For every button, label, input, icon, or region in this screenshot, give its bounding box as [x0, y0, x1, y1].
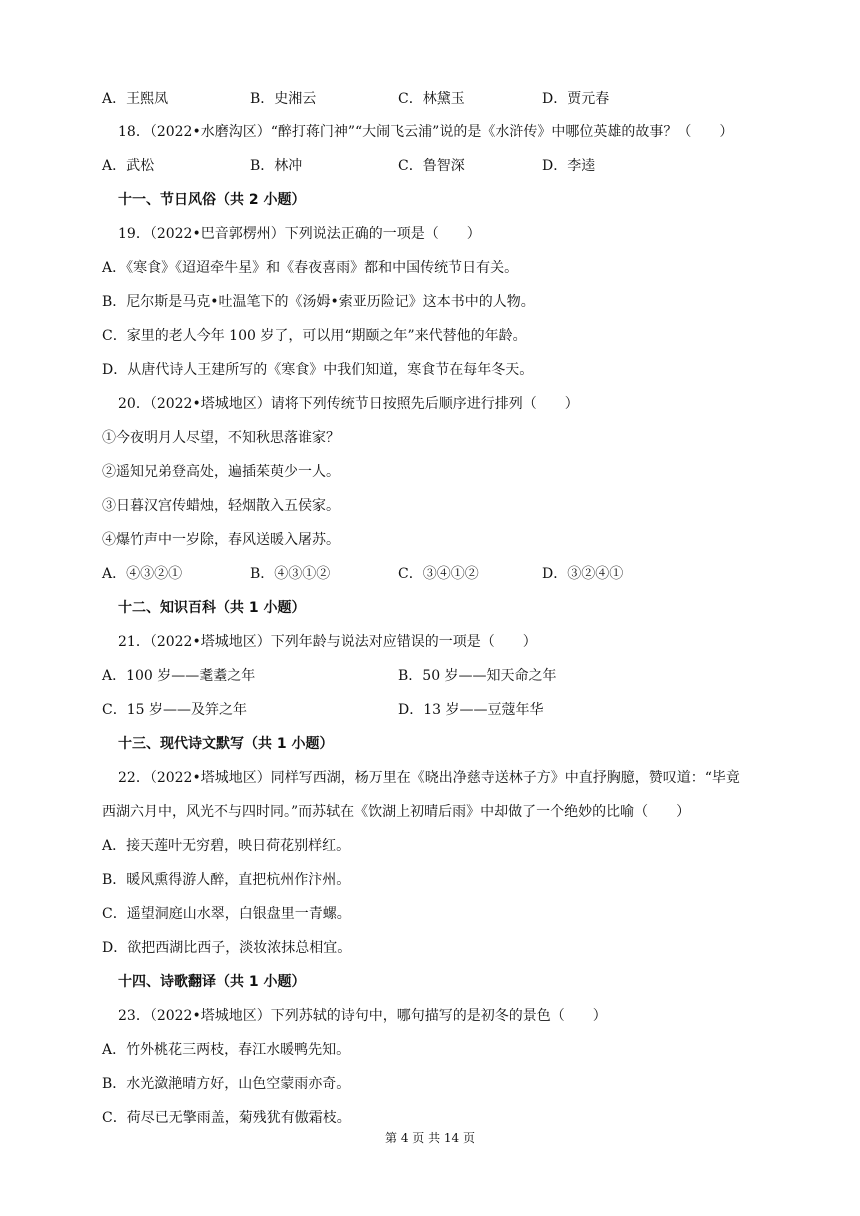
q20-item-3: ③日暮汉宫传蜡烛，轻烟散入五侯家。: [102, 498, 340, 514]
q20-options: [102, 564, 842, 584]
q19-option-a: A．《寒食》《迢迢牵牛星》和《春夜喜雨》都和中国传统节日有关。: [102, 260, 519, 276]
q20-stem: 20．（2022•塔城地区）请将下列传统节日按照先后顺序进行排列（ ）: [118, 396, 579, 412]
q21-option-a: A．100 岁——耄耋之年: [102, 668, 256, 684]
q21-option-c: C．15 岁——及笄之年: [102, 702, 247, 718]
page-footer: 第 4 页 共 14 页: [385, 1131, 475, 1145]
q18-stem: 18．（2022•水磨沟区）“醉打蒋门神”“大闹飞云浦”说的是《水浒传》中哪位英雄的故事？（ ）: [118, 124, 734, 140]
q20-item-2: ②遥知兄弟登高处，遍插茱萸少一人。: [102, 464, 340, 480]
q21-stem: 21．（2022•塔城地区）下列年龄与说法对应错误的一项是（ ）: [118, 634, 537, 650]
q18-option-a: A．武松: [102, 158, 155, 174]
q22-option-c: C．遥望洞庭山水翠，白银盘里一青螺。: [102, 906, 351, 922]
q18-option-b: B．林冲: [250, 158, 303, 174]
q20-option-b: B．④③①②: [250, 566, 331, 582]
section-heading-14: 十四、诗歌翻译（共 1 小题）: [118, 974, 306, 990]
q20-item-1: ①今夜明月人尽望，不知秋思落谁家？: [102, 430, 340, 446]
q23-option-b: B．水光潋滟晴方好，山色空蒙雨亦奇。: [102, 1076, 351, 1092]
q21-options-row1: [102, 666, 842, 686]
q22-option-d: D．欲把西湖比西子，淡妆浓抹总相宜。: [102, 940, 352, 956]
q21-options-row2: [102, 700, 842, 720]
q21-option-d: D．13 岁——豆蔻年华: [398, 702, 544, 718]
q20-option-c: C．③④①②: [398, 566, 479, 582]
q22-stem-line2: 西湖六月中，风光不与四时同。”而苏轼在《饮湖上初晴后雨》中却做了一个绝妙的比喻（ ）: [102, 804, 691, 820]
q17-options: [102, 89, 842, 109]
q20-item-4: ④爆竹声中一岁除，春风送暖入屠苏。: [102, 532, 340, 548]
q23-stem: 23．（2022•塔城地区）下列苏轼的诗句中，哪句描写的是初冬的景色（ ）: [118, 1008, 607, 1024]
q19-option-d: D．从唐代诗人王建所写的《寒食》中我们知道，寒食节在每年冬天。: [102, 362, 534, 378]
q22-stem-line1: 22．（2022•塔城地区）同样写西湖，杨万里在《晓出净慈寺送林子方》中直抒胸臆，赞叹道：“毕竟: [118, 770, 740, 786]
q17-option-c: C．林黛玉: [398, 91, 465, 107]
q19-stem: 19．（2022•巴音郭楞州）下列说法正确的一项是（ ）: [118, 226, 481, 242]
q18-option-c: C．鲁智深: [398, 158, 465, 174]
q17-option-b: B．史湘云: [250, 91, 317, 107]
q20-option-a: A．④③②①: [102, 566, 183, 582]
q18-options: [102, 156, 842, 176]
q17-option-a: A．王熙凤: [102, 91, 169, 107]
section-heading-11: 十一、节日风俗（共 2 小题）: [118, 192, 306, 208]
q21-option-b: B．50 岁——知天命之年: [398, 668, 557, 684]
q22-option-b: B．暖风熏得游人醉，直把杭州作汴州。: [102, 872, 351, 888]
q19-option-b: B．尼尔斯是马克•吐温笔下的《汤姆•索亚历险记》这本书中的人物。: [102, 294, 535, 310]
q23-option-c: C．荷尽已无擎雨盖，菊残犹有傲霜枝。: [102, 1110, 351, 1126]
q20-option-d: D．③②④①: [542, 566, 624, 582]
section-heading-13: 十三、现代诗文默写（共 1 小题）: [118, 736, 334, 752]
q23-option-a: A．竹外桃花三两枝，春江水暖鸭先知。: [102, 1042, 351, 1058]
q18-option-d: D．李逵: [542, 158, 596, 174]
q22-option-a: A．接天莲叶无穷碧，映日荷花别样红。: [102, 838, 351, 854]
q17-option-d: D．贾元春: [542, 91, 610, 107]
section-heading-12: 十二、知识百科（共 1 小题）: [118, 600, 306, 616]
q19-option-c: C．家里的老人今年 100 岁了，可以用“期颐之年”来代替他的年龄。: [102, 328, 527, 344]
